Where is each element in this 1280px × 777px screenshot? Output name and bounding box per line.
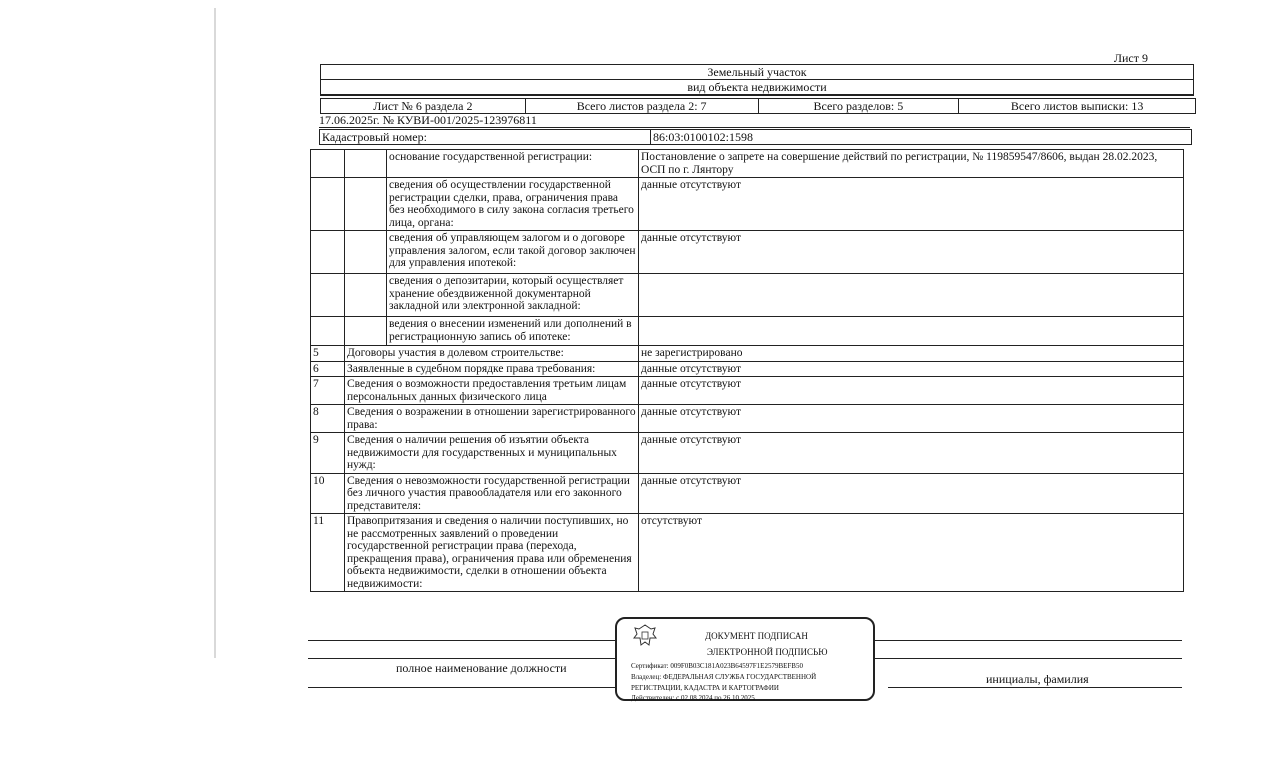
record-row [311, 433, 1184, 474]
emblem-icon [631, 623, 659, 649]
stamp-subtitle: ЭЛЕКТРОННОЙ ПОДПИСЬЮ [707, 647, 828, 657]
stamp-owner-2: РЕГИСТРАЦИИ, КАДАСТРА И КАРТОГРАФИИ [631, 684, 779, 692]
subrecord-row [311, 178, 1184, 231]
total-extract-sheets: Всего листов выписки: 13 [1010, 99, 1144, 113]
record-value: данные отсутствуют [639, 377, 1184, 405]
empty-num-cell [311, 178, 345, 231]
subrecord-label: сведения об осуществлении государственной регистрации сделки, права, ограничения права без необходимого в силу закона согласия третьего лица, органа: [387, 178, 639, 231]
total-sections: Всего разделов: 5 [759, 99, 960, 113]
record-label: Договоры участия в долевом строительстве: [345, 346, 639, 362]
records-table [310, 149, 1184, 592]
subrecord-label: сведения о депозитарии, который осуществляет хранение обездвиженной документарной закладной или электронной закладной: [387, 274, 639, 317]
record-row [311, 405, 1184, 433]
stamp-validity: Действителен: с 02.08.2024 по 26.10.2025 [631, 694, 755, 702]
record-number: 5 [311, 346, 345, 362]
subrecord-row [311, 274, 1184, 317]
position-label: полное наименование должности [396, 661, 567, 675]
object-caption: вид объекта недвижимости [321, 80, 1193, 95]
cadastral-row [319, 129, 1192, 145]
digital-signature-stamp [615, 617, 875, 701]
empty-num-cell [311, 274, 345, 317]
record-number: 9 [311, 433, 345, 474]
record-number: 10 [311, 473, 345, 514]
subrecord-row [311, 317, 1184, 346]
empty-num-cell [311, 231, 345, 274]
stamp-owner: Владелец: ФЕДЕРАЛЬНАЯ СЛУЖБА ГОСУДАРСТВЕННОЙ [631, 673, 817, 681]
total-section-sheets: Всего листов раздела 2: 7 [526, 99, 759, 113]
cadastral-label: Кадастровый номер: [320, 130, 651, 144]
record-label: Сведения о возможности предоставления третьим лицам персональных данных физического лица [345, 377, 639, 405]
empty-indent-cell [345, 317, 387, 346]
sheet-meta-row [320, 98, 1196, 114]
sheet-in-section: Лист № 6 раздела 2 [321, 99, 526, 113]
subrecord-row [311, 150, 1184, 178]
subrecord-value: данные отсутствуют [639, 178, 1184, 231]
record-label: Сведения о наличии решения об изъятии объекта недвижимости для государственных и муниципальных нужд: [345, 433, 639, 474]
subrecord-value [639, 274, 1184, 317]
name-label: инициалы, фамилия [986, 672, 1089, 686]
record-number: 7 [311, 377, 345, 405]
empty-indent-cell [345, 178, 387, 231]
record-value: данные отсутствуют [639, 405, 1184, 433]
scan-edge-line [214, 8, 216, 658]
record-label: Правопритязания и сведения о наличии поступивших, но не рассмотренных заявлений о проведении государственной регистрации права (перехода, прекращения права), ограничения права или обременения объекта недвижимости, сделки в отношении объекта недвижимости: [345, 514, 639, 592]
record-number: 11 [311, 514, 345, 592]
record-value: не зарегистрировано [639, 346, 1184, 362]
record-row [311, 473, 1184, 514]
record-value: данные отсутствуют [639, 433, 1184, 474]
record-row [311, 377, 1184, 405]
subrecord-row [311, 231, 1184, 274]
cadastral-value: 86:03:0100102:1598 [653, 130, 754, 144]
subrecord-value: данные отсутствуют [639, 231, 1184, 274]
empty-indent-cell [345, 274, 387, 317]
record-label: Заявленные в судебном порядке права требования: [345, 361, 639, 377]
record-label: Сведения о невозможности государственной регистрации без личного участия правообладателя или его законного представителя: [345, 473, 639, 514]
empty-indent-cell [345, 231, 387, 274]
record-value: данные отсутствуют [639, 361, 1184, 377]
record-row [311, 346, 1184, 362]
record-label: Сведения о возражении в отношении зарегистрированного права: [345, 405, 639, 433]
extract-page [308, 48, 1194, 592]
subrecord-label: ведения о внесении изменений или дополнений в регистрационную запись об ипотеке: [387, 317, 639, 346]
record-value: отсутствуют [639, 514, 1184, 592]
subrecord-value: Постановление о запрете на совершение действий по регистрации, № 119859547/8606, выдан 28.02.2023, ОСП по г. Лянтору [639, 150, 1184, 178]
registration-number: 17.06.2025г. № КУВИ-001/2025-123976811 [319, 114, 1190, 128]
object-header [320, 64, 1194, 96]
subrecord-value [639, 317, 1184, 346]
subrecord-label: основание государственной регистрации: [387, 150, 639, 178]
record-row [311, 361, 1184, 377]
empty-indent-cell [345, 150, 387, 178]
empty-num-cell [311, 150, 345, 178]
subrecord-label: сведения об управляющем залогом и о договоре управления залогом, если такой договор заключен для управления ипотекой: [387, 231, 639, 274]
record-number: 8 [311, 405, 345, 433]
record-number: 6 [311, 361, 345, 377]
object-type: Земельный участок [321, 65, 1193, 80]
stamp-title: ДОКУМЕНТ ПОДПИСАН [705, 631, 808, 641]
sheet-number: Лист 9 [1113, 51, 1148, 65]
record-value: данные отсутствуют [639, 473, 1184, 514]
stamp-certificate: Сертификат: 009F0B03C181A023B64597F1E2579BEFB50 [631, 662, 803, 670]
record-row [311, 514, 1184, 592]
empty-num-cell [311, 317, 345, 346]
